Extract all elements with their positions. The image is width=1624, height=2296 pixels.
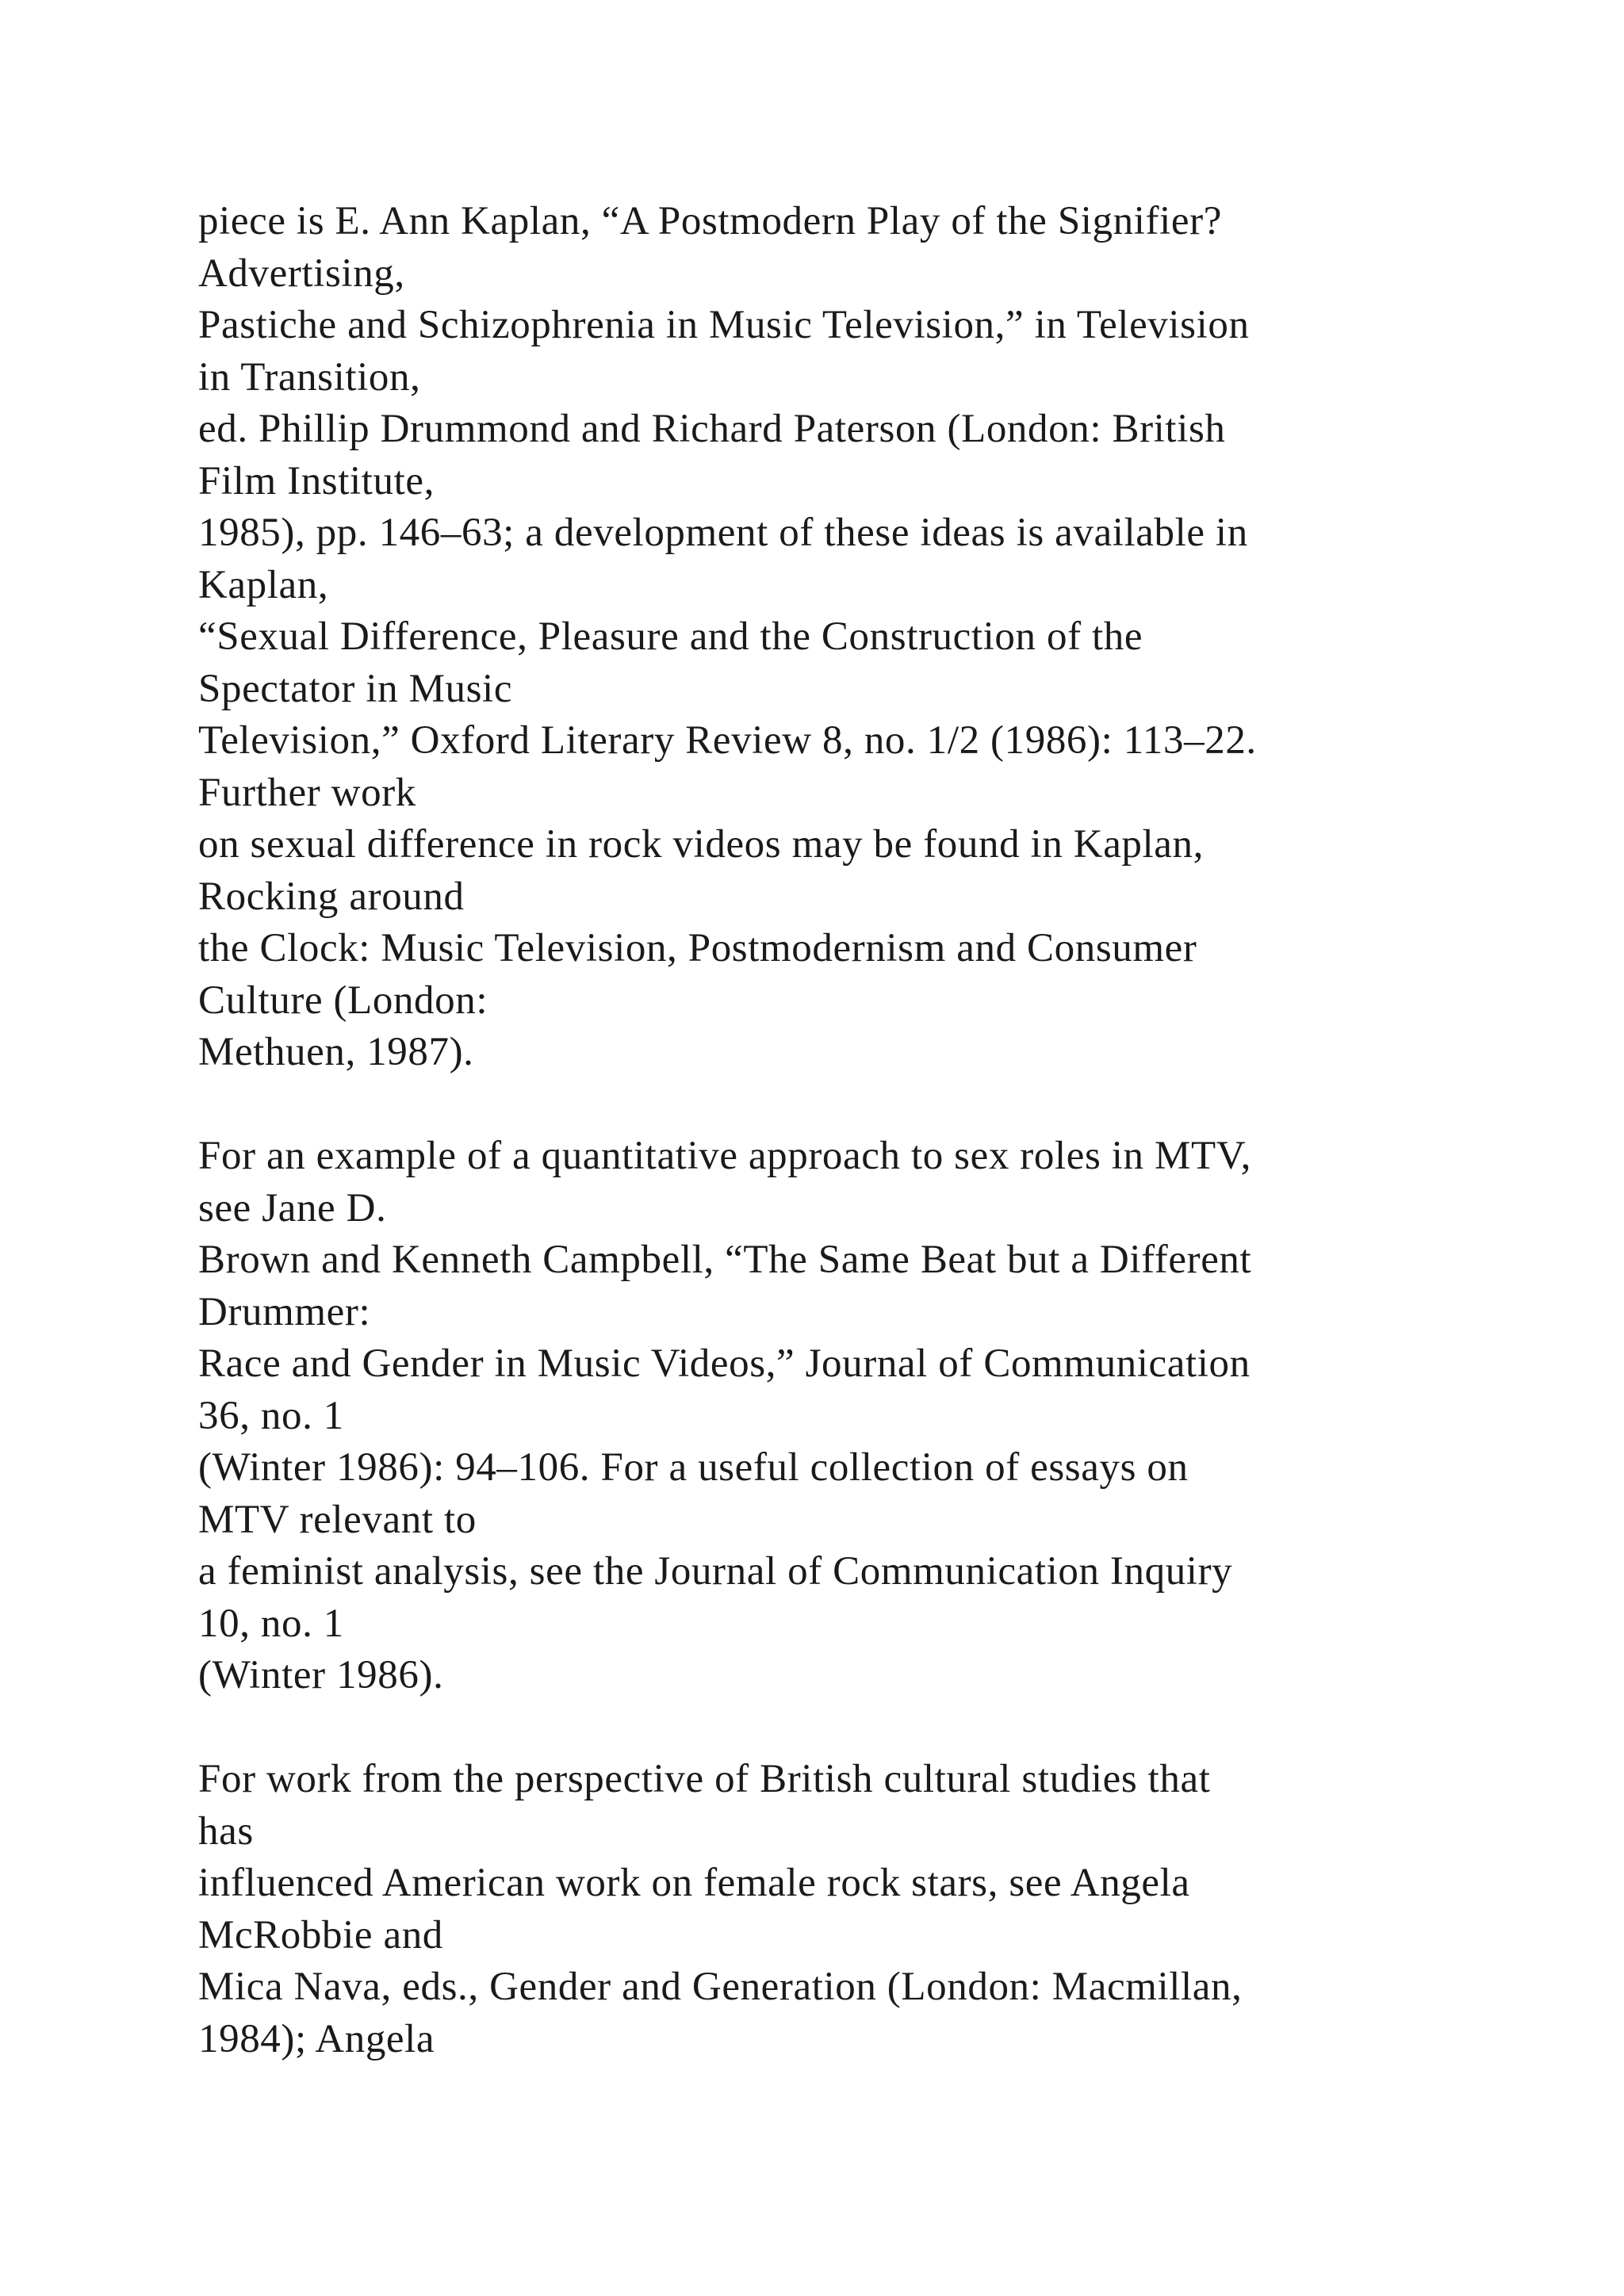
text-line: Further work [198,770,416,815]
text-line: has [198,1808,254,1854]
text-line: Kaplan, [198,562,329,607]
text-line: Mica Nava, eds., Gender and Generation (London: Macmillan, [198,1965,1243,2009]
text-line: a feminist analysis, see the Journal of Communication Inquiry [198,1549,1233,1594]
text-line: the Clock: Music Television, Postmodernism and Consumer [198,926,1197,970]
text-line: Rocking around [198,874,465,919]
text-line: Spectator in Music [198,666,513,711]
text-line: 1984); Angela [198,2016,435,2061]
text-line: ed. Phillip Drummond and Richard Paterson (London: British [198,407,1226,451]
text-line: 1985), pp. 146–63; a development of these ideas is available in [198,511,1248,555]
text-line: in Transition, [198,354,421,400]
text-line: For work from the perspective of British cultural studies that [198,1757,1211,1801]
paragraph-quantitative-mtv [198,1131,1546,1702]
text-line: McRobbie and [198,1912,443,1957]
text-line: Advertising, [198,251,405,296]
text-line: Pastiche and Schizophrenia in Music Television,” in Television [198,303,1250,347]
text-line: piece is E. Ann Kaplan, “A Postmodern Play of the Signifier? [198,199,1222,243]
text-line: 10, no. 1 [198,1601,344,1646]
body-text [198,196,1546,2065]
text-line: 36, no. 1 [198,1393,344,1438]
text-line: Race and Gender in Music Videos,” Journal of Communication [198,1341,1251,1386]
text-line: (Winter 1986): 94–106. For a useful collection of essays on [198,1445,1189,1490]
paragraph-gap [198,1702,1546,1755]
paragraph-kaplan-references [198,196,1546,1079]
text-line: MTV relevant to [198,1497,477,1542]
text-line: see Jane D. [198,1185,387,1230]
paragraph-gap [198,1079,1546,1131]
text-line: on sexual difference in rock videos may be found in Kaplan, [198,822,1204,867]
text-line: Brown and Kenneth Campbell, “The Same Beat but a Different [198,1238,1252,1282]
text-line: Drummer: [198,1289,371,1334]
text-line: Methuen, 1987). [198,1030,474,1074]
paragraph-british-cultural-studies [198,1754,1546,2065]
text-line: Film Institute, [198,458,435,503]
text-line: influenced American work on female rock stars, see Angela [198,1861,1190,1905]
text-line: (Winter 1986). [198,1653,444,1697]
text-line: “Sexual Difference, Pleasure and the Construction of the [198,614,1143,659]
text-line: For an example of a quantitative approach to sex roles in MTV, [198,1134,1251,1178]
text-line: Television,” Oxford Literary Review 8, no. 1/2 (1986): 113–22. [198,718,1257,763]
text-line: Culture (London: [198,978,488,1023]
